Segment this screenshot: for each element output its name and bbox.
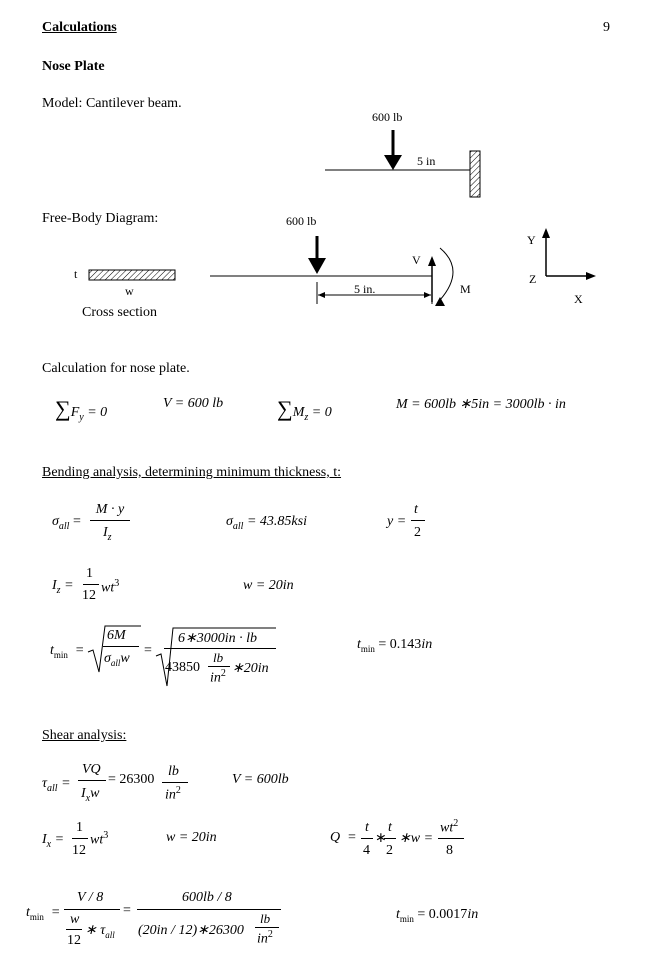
model-wall xyxy=(470,151,480,197)
tmin-shear-result: $t_{min} = 0.0017in$ xyxy=(396,907,479,924)
tau-num: VQ xyxy=(82,762,101,777)
fbd-length-label: 5 in. xyxy=(354,282,376,296)
tau-unit-bar xyxy=(162,782,188,783)
tmin-shear-lhs: $t_{min}$ = xyxy=(26,905,61,922)
tau-unit-num: lb xyxy=(168,764,179,779)
root2-den-b: ∗20in xyxy=(232,661,269,676)
fbd-shear-label: V xyxy=(412,253,421,267)
fbd-caption: Free-Body Diagram: xyxy=(42,211,159,226)
tau-val: = 26300 xyxy=(108,772,155,787)
q-f3-bar xyxy=(438,838,464,839)
eq-sum-mz: $\sum M_z = 0$ xyxy=(277,396,332,423)
root1-num: 6M xyxy=(107,628,126,643)
iz-lhs: $I_z$ = xyxy=(52,578,74,596)
tau-bar xyxy=(78,780,106,781)
shear-w-eq: w = 20in xyxy=(166,830,217,845)
shear-v-eq: V = 600lb xyxy=(232,772,289,787)
shear-f2-unit-bar xyxy=(255,927,279,928)
sigma-allowable: $\sigma_{all} = 43.85ksi$ xyxy=(226,514,307,532)
fbd-load-label: 600 lb xyxy=(286,214,317,228)
q-rest: ∗w = xyxy=(399,831,434,846)
axis-y-label: Y xyxy=(527,233,536,247)
root2-den-frac-den: $in^2$ xyxy=(210,668,226,686)
q-times: ∗ xyxy=(375,831,387,846)
q-f2-bar xyxy=(384,838,396,839)
eq-v: V = 600 lb xyxy=(163,396,224,411)
root1-den: $\sigma_{all}w$ xyxy=(104,651,130,668)
sigma-lhs: $\sigma_{all}$ = xyxy=(52,514,81,532)
iz-frac-den: 12 xyxy=(82,588,96,603)
y-eq: y = xyxy=(387,514,407,529)
cross-section-caption: Cross section xyxy=(82,305,158,320)
root2-den-a: 43850 xyxy=(165,660,200,675)
axis-x-label: X xyxy=(574,292,583,306)
shear-equals: = xyxy=(123,903,131,918)
shear-f2-unit-num: lb xyxy=(260,911,271,926)
shear-f2-unit-den: $in^2$ xyxy=(257,929,273,947)
tau-lhs: $\tau_{all}$ = xyxy=(42,776,71,794)
page-number: 9 xyxy=(603,20,610,35)
root2-den-frac-num: lb xyxy=(213,650,224,665)
shear-f2-den: (20in / 12)∗26300 xyxy=(138,923,244,938)
page-title: Calculations xyxy=(42,20,117,35)
sigma-denominator: $I_z$ xyxy=(103,525,112,543)
iz-frac-num: 1 xyxy=(86,566,93,581)
eq-sum-fy: $\sum F_y = 0$ xyxy=(55,396,108,423)
root-equals: = xyxy=(144,643,152,658)
root1-bar xyxy=(103,646,139,647)
root2-num: 6∗3000in · lb xyxy=(178,631,258,646)
cross-thickness-label: t xyxy=(74,267,78,281)
shear-f1-den-rest: ∗ $\tau_{all}$ xyxy=(85,923,115,940)
shear-heading: Shear analysis: xyxy=(42,728,127,743)
model-caption: Model: Cantilever beam. xyxy=(42,96,182,111)
w-eq: w = 20in xyxy=(243,578,294,593)
q-lhs: Q = xyxy=(330,830,357,845)
shear-f2-num: 600lb / 8 xyxy=(182,890,232,905)
model-load-label: 600 lb xyxy=(372,110,403,124)
eq-moment: M = 600lb ∗5in = 3000lb · in xyxy=(396,397,566,412)
q-f1-bar xyxy=(361,838,373,839)
q-f2-den: 2 xyxy=(386,843,393,858)
shear-f1-den-num: w xyxy=(70,912,80,927)
shear-f1-den-bar xyxy=(66,929,82,930)
ix-rest: $wt^3$ xyxy=(90,830,109,848)
tmin-lhs: $t_{min}$ = xyxy=(50,643,85,660)
model-length-label: 5 in xyxy=(417,154,436,168)
sigma-numerator: M · y xyxy=(95,502,125,517)
q-f3-den: 8 xyxy=(446,843,453,858)
calc-heading: Calculation for nose plate. xyxy=(42,361,190,376)
fbd-moment-label: M xyxy=(460,282,471,296)
tmin-bending-result: $t_{min} = 0.143in$ xyxy=(357,637,433,654)
tau-den: $I_xw$ xyxy=(81,786,100,804)
y-denominator: 2 xyxy=(414,525,421,540)
q-f1-num: t xyxy=(365,820,369,835)
root2-den-frac-bar xyxy=(208,666,230,667)
shear-f1-num: V / 8 xyxy=(77,890,104,905)
q-f3-num: $wt^2$ xyxy=(440,818,459,836)
ix-frac-num: 1 xyxy=(76,820,83,835)
shear-f2-bar xyxy=(137,909,281,910)
axis-z-label: Z xyxy=(529,272,537,286)
shear-f1-den-den: 12 xyxy=(67,933,81,948)
section-title: Nose Plate xyxy=(42,59,105,74)
ix-lhs: $I_x$ = xyxy=(42,832,65,850)
y-numerator: t xyxy=(414,502,418,517)
iz-rest: $wt^3$ xyxy=(101,578,120,596)
fbd-moment-arc xyxy=(440,248,453,300)
shear-f1-bar xyxy=(64,909,120,910)
ix-bar xyxy=(72,838,88,839)
y-fraction-bar xyxy=(411,520,425,521)
iz-fraction-bar xyxy=(83,584,99,585)
bending-heading: Bending analysis, determining minimum thickness, t: xyxy=(42,465,342,480)
tau-unit-den: $in^2$ xyxy=(165,785,181,803)
cross-section-rect xyxy=(89,270,175,280)
q-f2-num: t xyxy=(388,820,392,835)
cross-width-label: w xyxy=(125,284,134,298)
sigma-fraction-bar xyxy=(90,520,130,521)
root2-bar xyxy=(164,648,276,649)
q-f1-den: 4 xyxy=(363,843,370,858)
ix-frac-den: 12 xyxy=(72,843,86,858)
